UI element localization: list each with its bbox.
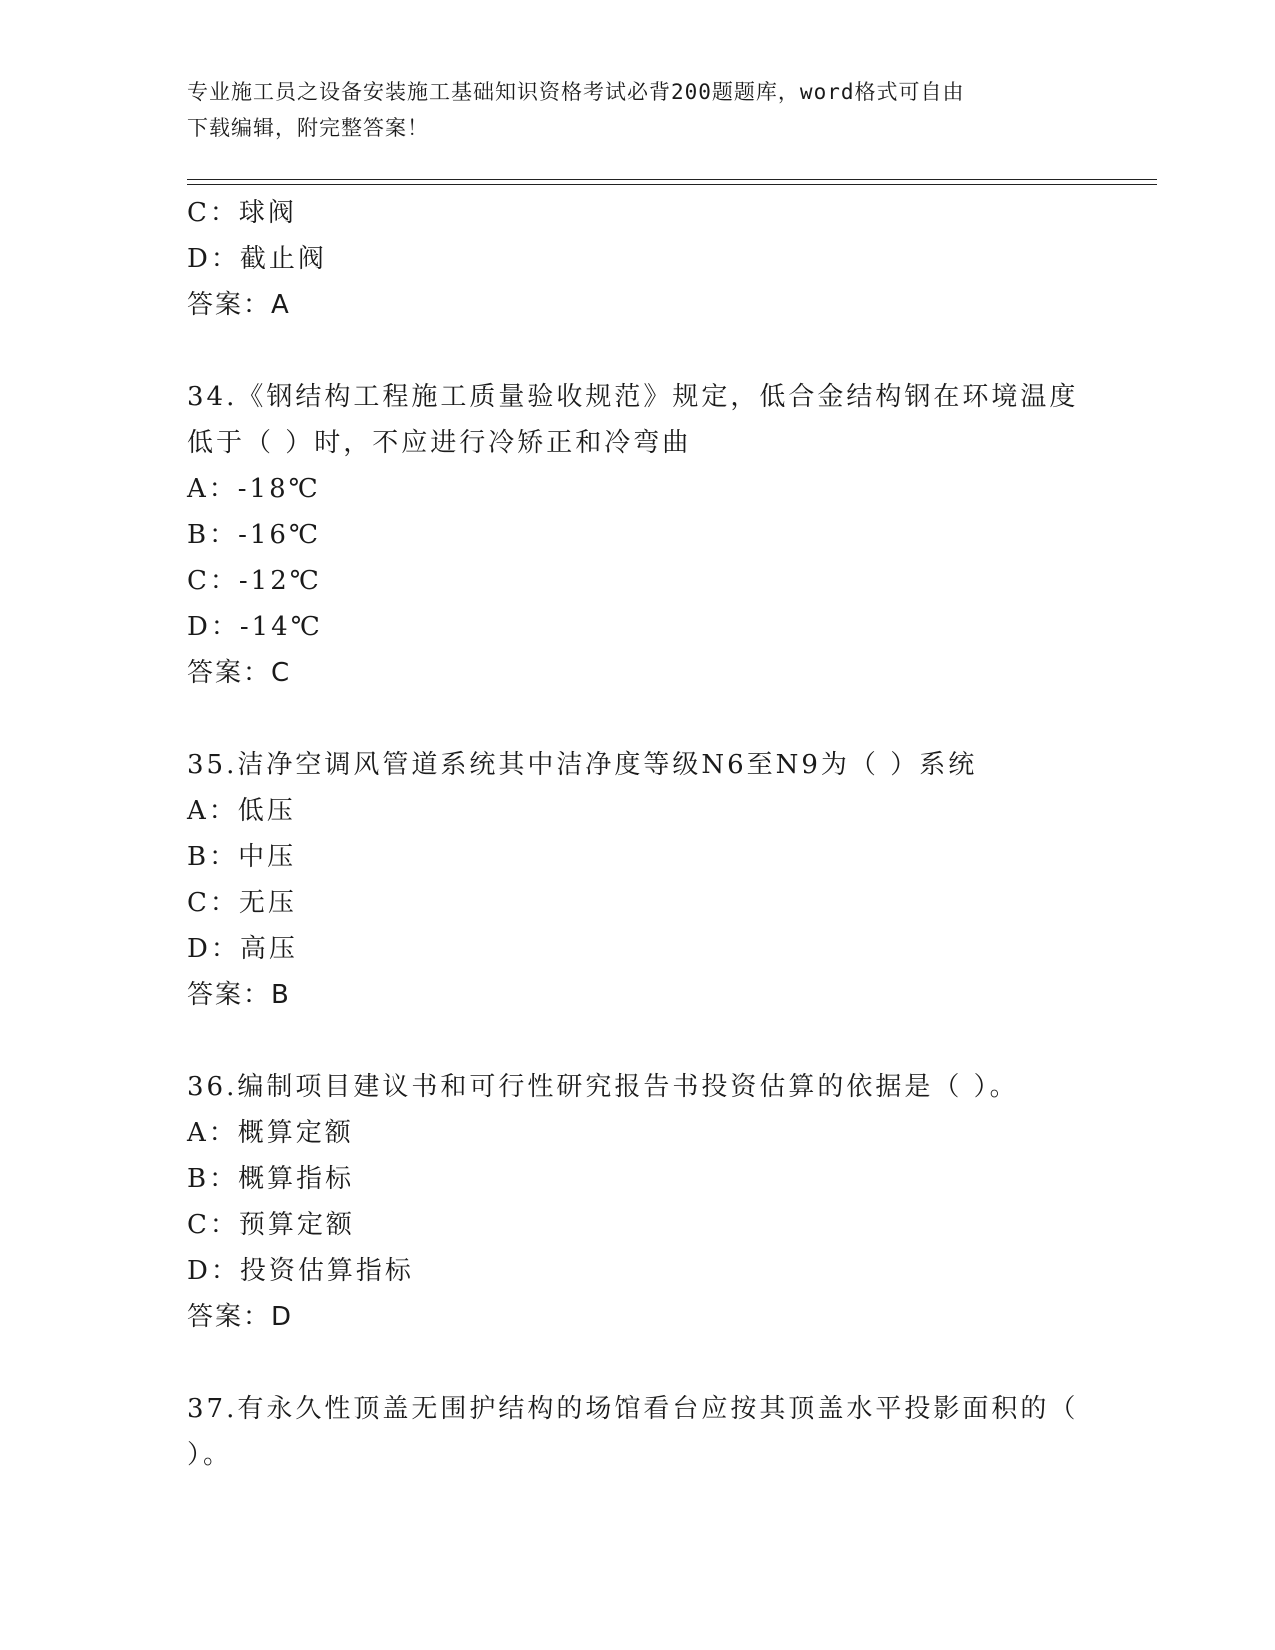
prev-question-tail bbox=[187, 190, 1137, 328]
option-d: D：-14℃ bbox=[187, 612, 323, 642]
spacer bbox=[187, 696, 1137, 742]
option-c: C：预算定额 bbox=[187, 1210, 355, 1240]
question-list bbox=[187, 190, 1137, 1478]
question-text-line: 36.编制项目建议书和可行性研究报告书投资估算的依据是（ ）。 bbox=[187, 1072, 1019, 1102]
header-divider-top bbox=[187, 179, 1157, 180]
answer-label: 答案：B bbox=[187, 980, 291, 1010]
question-text-line: 35.洁净空调风管道系统其中洁净度等级N6至N9为（ ）系统 bbox=[187, 750, 978, 780]
question-34 bbox=[187, 374, 1137, 696]
header-line-2: 下载编辑，附完整答案！ bbox=[187, 116, 429, 140]
document-header bbox=[187, 74, 1087, 146]
option-b: B：-16℃ bbox=[187, 520, 322, 550]
question-37 bbox=[187, 1386, 1137, 1478]
answer-label: 答案：D bbox=[187, 1302, 294, 1332]
answer-label: 答案：C bbox=[187, 658, 292, 688]
option-d: D：高压 bbox=[187, 934, 298, 964]
header-divider-bottom bbox=[187, 184, 1157, 185]
question-text-line: 低于（ ）时，不应进行冷矫正和冷弯曲 bbox=[187, 428, 692, 458]
header-line-1: 专业施工员之设备安装施工基础知识资格考试必背200题题库，word格式可自由 bbox=[187, 80, 965, 104]
question-35 bbox=[187, 742, 1137, 1018]
option-c: C：无压 bbox=[187, 888, 297, 918]
option-a: A：概算定额 bbox=[187, 1118, 354, 1148]
question-text-line: 34.《钢结构工程施工质量验收规范》规定，低合金结构钢在环境温度 bbox=[187, 382, 1079, 412]
option-a: A：-18℃ bbox=[187, 474, 321, 504]
answer-label: 答案：A bbox=[187, 290, 291, 320]
spacer bbox=[187, 1340, 1137, 1386]
option-d: D：投资估算指标 bbox=[187, 1256, 414, 1286]
option-b: B：中压 bbox=[187, 842, 297, 872]
question-text-line: 37.有永久性顶盖无围护结构的场馆看台应按其顶盖水平投影面积的（ bbox=[187, 1394, 1079, 1424]
option-a: A：低压 bbox=[187, 796, 296, 826]
option-c: C：-12℃ bbox=[187, 566, 322, 596]
question-36 bbox=[187, 1064, 1137, 1340]
option-c: C：球阀 bbox=[187, 198, 297, 228]
question-text-line: ）。 bbox=[187, 1440, 233, 1470]
spacer bbox=[187, 328, 1137, 374]
option-d: D：截止阀 bbox=[187, 244, 327, 274]
spacer bbox=[187, 1018, 1137, 1064]
option-b: B：概算指标 bbox=[187, 1164, 355, 1194]
